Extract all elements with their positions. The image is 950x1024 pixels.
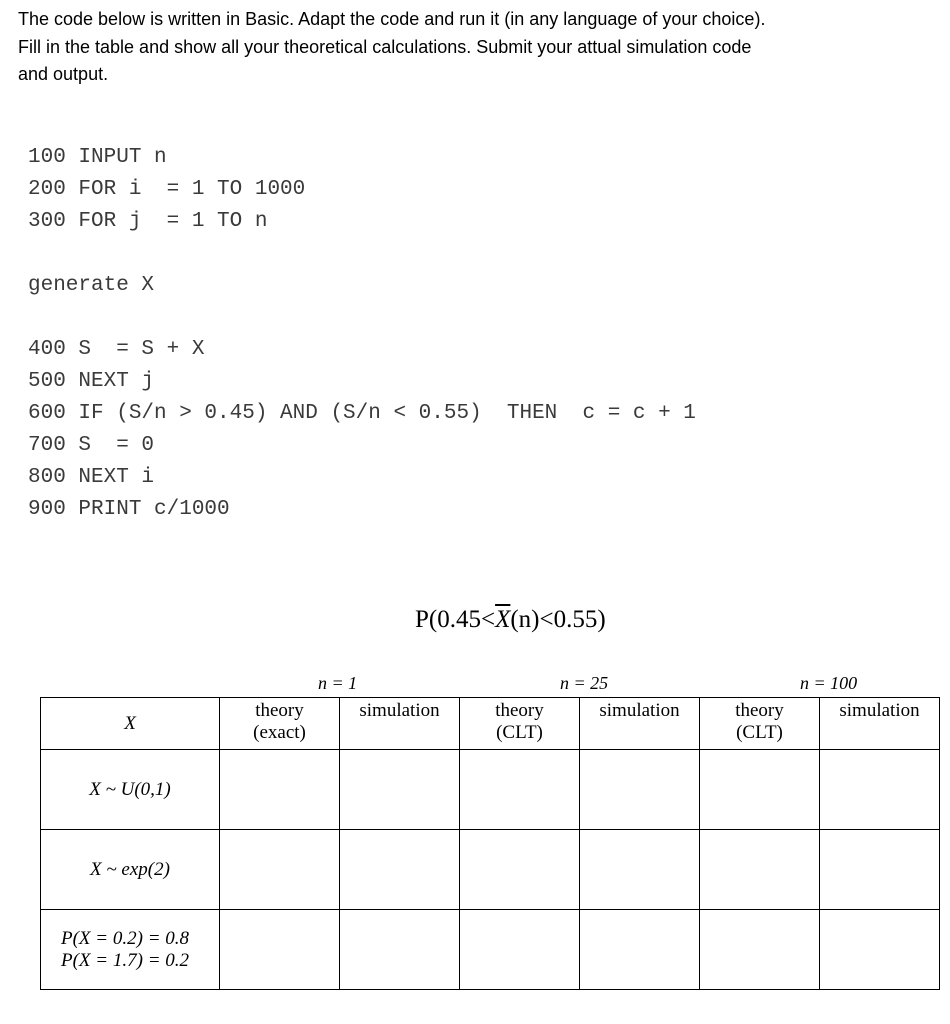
table-cell[interactable]: [220, 910, 340, 990]
table-cell[interactable]: [340, 830, 460, 910]
formula-prefix: P(0.45<: [415, 606, 496, 633]
group-label-n100: n = 100: [800, 673, 858, 693]
instructions-line-2: Fill in the table and show all your theoretical calculations. Submit your attual simulation code: [18, 36, 752, 57]
group-label-n1: n = 1: [318, 673, 358, 693]
header-n25-simulation: simulation: [580, 698, 700, 750]
header-n25-theory: theory (CLT): [460, 698, 580, 750]
table-cell[interactable]: [220, 830, 340, 910]
code-line-generate: generate X: [28, 274, 155, 297]
code-line-700: 700 S = 0: [28, 434, 155, 457]
table-cell[interactable]: [460, 910, 580, 990]
header-n100-theory: theory (CLT): [700, 698, 820, 750]
table-cell[interactable]: [820, 830, 940, 910]
table-cell[interactable]: [340, 750, 460, 830]
table-row: [41, 750, 940, 830]
formula-suffix: (n)<0.55): [510, 606, 606, 633]
header-n1-simulation: simulation: [340, 698, 460, 750]
instructions-line-1: The code below is written in Basic. Adapt the code and run it (in any language of your choice).: [18, 9, 766, 29]
code-line-800: 800 NEXT i: [28, 466, 155, 489]
table-cell[interactable]: [580, 830, 700, 910]
probability-formula: [415, 606, 606, 634]
code-line-100: 100 INPUT n: [28, 146, 167, 169]
row-label-discrete: P(X = 0.2) = 0.8 P(X = 1.7) = 0.2: [41, 910, 220, 990]
code-line-500: 500 NEXT j: [28, 370, 155, 393]
code-line-900: 900 PRINT c/1000: [28, 498, 230, 521]
table-cell[interactable]: [700, 750, 820, 830]
instructions: [18, 6, 928, 89]
table-cell[interactable]: [820, 910, 940, 990]
results-table: [40, 697, 940, 990]
table-cell[interactable]: [580, 750, 700, 830]
code-line-600: 600 IF (S/n > 0.45) AND (S/n < 0.55) THEN c = c + 1: [28, 402, 696, 425]
table-row: [41, 830, 940, 910]
table-cell[interactable]: [460, 830, 580, 910]
table-row: [41, 910, 940, 990]
table-cell[interactable]: [580, 910, 700, 990]
code-line-200: 200 FOR i = 1 TO 1000: [28, 178, 306, 201]
row-label-exponential: X ~ exp(2): [41, 830, 220, 910]
row-label-uniform: X ~ U(0,1): [41, 750, 220, 830]
code-line-300: 300 FOR j = 1 TO n: [28, 210, 268, 233]
table-cell[interactable]: [820, 750, 940, 830]
header-x: X: [41, 698, 220, 750]
header-n1-theory: theory (exact): [220, 698, 340, 750]
table-cell[interactable]: [220, 750, 340, 830]
group-label-n25: n = 25: [560, 673, 609, 693]
formula-xbar: $\overline{X}$: [495, 606, 511, 633]
table-cell[interactable]: [700, 830, 820, 910]
code-line-400: 400 S = S + X: [28, 338, 205, 361]
table-cell[interactable]: [700, 910, 820, 990]
table-header-row: [41, 698, 940, 750]
table-cell[interactable]: [460, 750, 580, 830]
header-n100-simulation: simulation: [820, 698, 940, 750]
table-cell[interactable]: [340, 910, 460, 990]
instructions-line-3: and output.: [18, 64, 109, 84]
